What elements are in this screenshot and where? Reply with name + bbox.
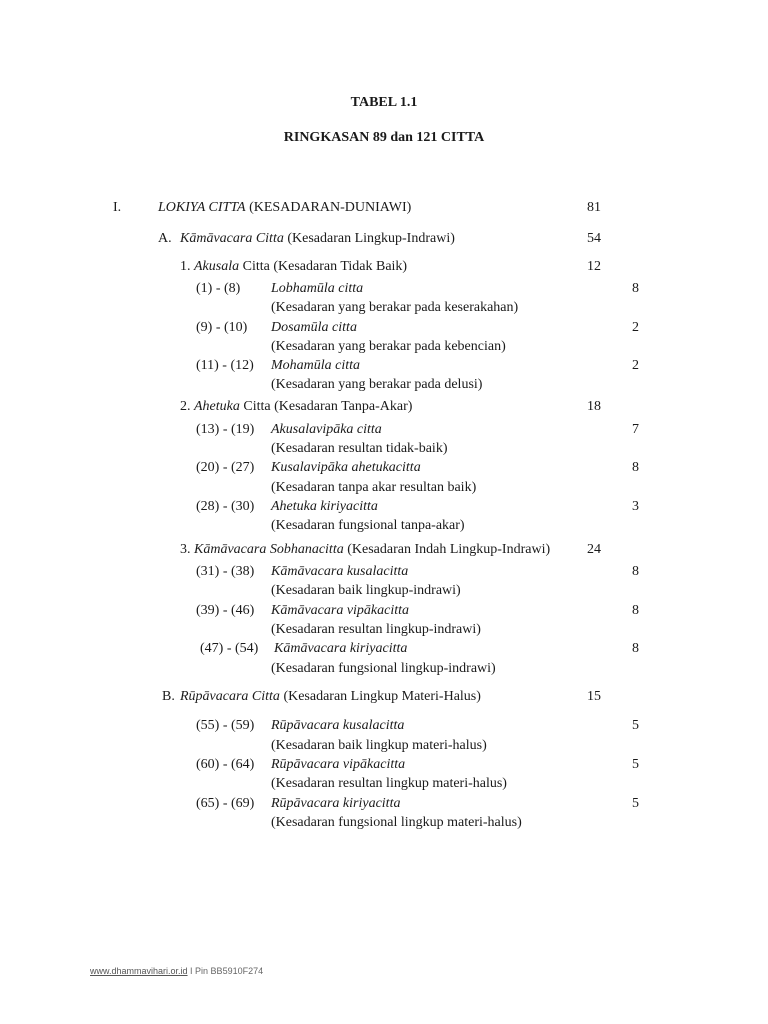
item-range: (20) - (27) [196,460,255,475]
group-2-rest: Citta (Kesadaran Tanpa-Akar) [243,399,413,414]
subsection-a-name: Kāmāvacara Citta [180,231,284,246]
item-count: 8 [632,641,639,656]
subsection-a-desc: (Kesadaran Lingkup-Indrawi) [287,231,455,246]
item-desc: (Kesadaran yang berakar pada delusi) [271,377,483,392]
group-3-count: 24 [587,542,601,557]
item-range: (31) - (38) [196,564,255,579]
item-range: (28) - (30) [196,499,255,514]
item-desc: (Kesadaran yang berakar pada keserakahan) [271,300,519,315]
subsection-a-count: 54 [587,231,601,246]
item-desc: (Kesadaran tanpa akar resultan baik) [271,480,477,495]
item-count: 7 [632,422,639,437]
item-range: (55) - (59) [196,718,255,733]
subsection-b-letter: B. [162,689,175,704]
group-1-heading [180,258,407,276]
section-desc: (KESADARAN-DUNIAWI) [249,200,412,215]
subsection-b-desc: (Kesadaran Lingkup Materi-Halus) [283,689,481,704]
group-2-prefix: 2. [180,399,191,414]
item-range: (65) - (69) [196,796,255,811]
item-range: (13) - (19) [196,422,255,437]
subsection-b-name: Rūpāvacara Citta [180,689,280,704]
item-name: Kāmāvacara vipākacitta [271,603,410,618]
item-name: Ahetuka kiriyacitta [271,499,378,514]
group-3-rest: (Kesadaran Indah Lingkup-Indrawi) [347,542,551,557]
subsection-a-heading [180,230,455,248]
item-name: Mohamūla citta [271,358,361,373]
group-2-count: 18 [587,399,601,414]
item-count: 2 [632,320,639,335]
item-count: 5 [632,757,639,772]
group-2-name: Ahetuka [194,399,240,414]
item-count: 2 [632,358,639,373]
item-range: (39) - (46) [196,603,255,618]
group-1-prefix: 1. [180,259,191,274]
section-count: 81 [587,200,601,215]
item-desc: (Kesadaran fungsional lingkup-indrawi) [271,661,496,676]
footer-link[interactable]: www.dhammavihari.or.id [90,966,188,976]
item-desc: (Kesadaran resultan tidak-baik) [271,441,448,456]
item-count: 8 [632,460,639,475]
item-count: 3 [632,499,639,514]
item-name: Kāmāvacara kusalacitta [271,564,409,579]
group-1-rest: Citta (Kesadaran Tidak Baik) [242,259,408,274]
item-name: Akusalavipāka citta [271,422,382,437]
item-range: (1) - (8) [196,281,241,296]
section-heading [158,199,411,217]
item-count: 8 [632,603,639,618]
group-3-heading [180,541,550,559]
item-range: (9) - (10) [196,320,248,335]
group-1-count: 12 [587,259,601,274]
item-desc: (Kesadaran yang berakar pada kebencian) [271,339,506,354]
item-count: 8 [632,564,639,579]
section-number: I. [113,200,122,215]
item-desc: (Kesadaran baik lingkup materi-halus) [271,738,487,753]
item-desc: (Kesadaran fungsional lingkup materi-halus) [271,815,522,830]
page-title: TABEL 1.1 [350,95,418,110]
footer [90,966,263,976]
item-name: Kusalavipāka ahetukacitta [271,460,421,475]
subsection-a-letter: A. [158,231,172,246]
item-name: Kāmāvacara kiriyacitta [274,641,408,656]
page-subtitle: RINGKASAN 89 dan 121 CITTA [283,130,485,145]
item-range: (60) - (64) [196,757,255,772]
item-count: 5 [632,796,639,811]
item-name: Dosamūla citta [271,320,357,335]
item-name: Lobhamūla citta [271,281,364,296]
item-range: (47) - (54) [200,641,259,656]
item-desc: (Kesadaran baik lingkup-indrawi) [271,583,461,598]
item-name: Rūpāvacara vipākacitta [271,757,406,772]
group-2-heading [180,398,412,416]
subsection-b-count: 15 [587,689,601,704]
item-name: Rūpāvacara kusalacitta [271,718,405,733]
group-3-prefix: 3. [180,542,191,557]
item-desc: (Kesadaran resultan lingkup materi-halus) [271,776,507,791]
item-count: 8 [632,281,639,296]
subsection-b-heading [180,688,481,706]
item-desc: (Kesadaran resultan lingkup-indrawi) [271,622,481,637]
item-range: (11) - (12) [196,358,254,373]
item-desc: (Kesadaran fungsional tanpa-akar) [271,518,465,533]
group-3-name: Kāmāvacara Sobhanacitta [194,542,344,557]
footer-pin: I Pin BB5910F274 [187,966,264,976]
group-1-name: Akusala [194,259,240,274]
item-name: Rūpāvacara kiriyacitta [271,796,401,811]
section-name: LOKIYA CITTA [158,200,246,215]
item-count: 5 [632,718,639,733]
